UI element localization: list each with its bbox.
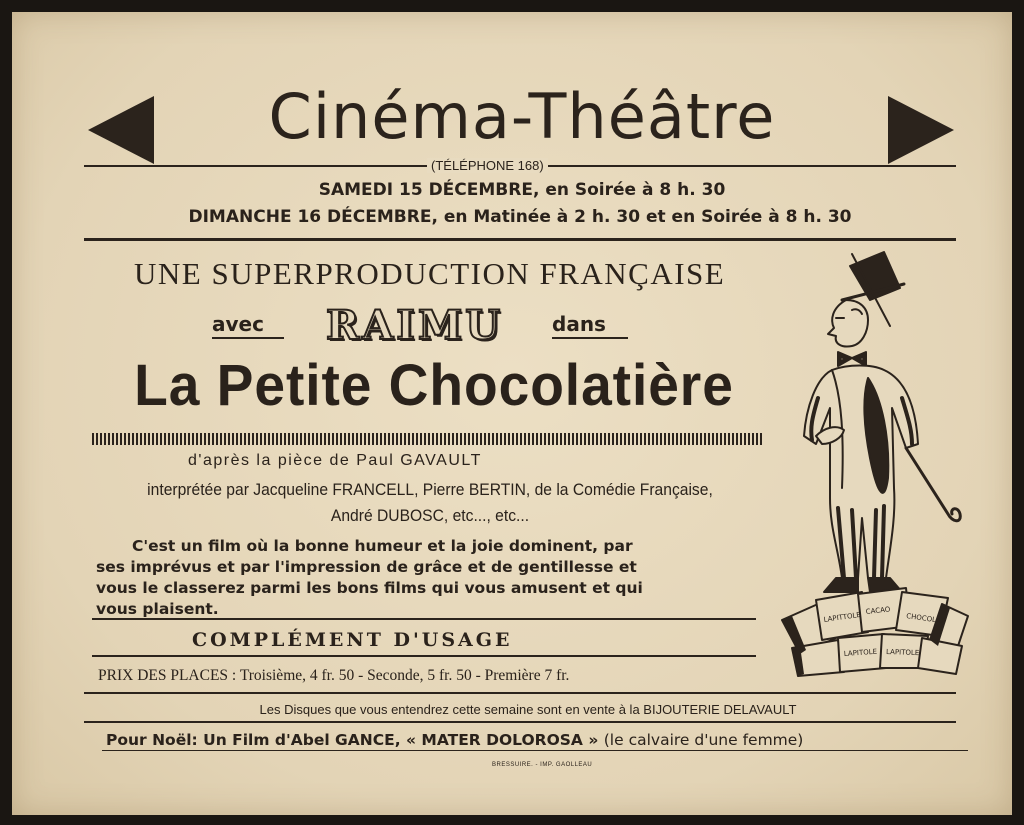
poster-title: Cinéma-Théâtre bbox=[268, 80, 776, 153]
box-label: CACAO bbox=[865, 605, 891, 616]
rule-complement-bottom bbox=[92, 655, 756, 657]
description-line: vous plaisent. bbox=[96, 600, 219, 618]
cast-line-1: interprétée par Jacqueline FRANCELL, Pierre BERTIN, de la Comédie Française, bbox=[147, 480, 713, 499]
rule-schedule bbox=[84, 238, 956, 241]
description-line: C'est un film où la bonne humeur et la joie dominent, par bbox=[132, 537, 633, 555]
christmas-notice-tail: (le calvaire d'une femme) bbox=[603, 731, 804, 749]
box-label: CHOCOLAT bbox=[905, 612, 946, 626]
poster bbox=[12, 12, 1012, 815]
christmas-notice bbox=[106, 731, 803, 749]
complement-heading: COMPLÉMENT D'USAGE bbox=[192, 629, 513, 651]
title-hatch-rule bbox=[92, 433, 764, 445]
rule-records bbox=[84, 721, 956, 723]
box-label: LAPITOLE bbox=[843, 647, 878, 658]
dans-underline bbox=[552, 337, 628, 339]
avec-label: avec bbox=[212, 312, 264, 336]
superproduction-heading: UNE SUPERPRODUCTION FRANÇAISE bbox=[134, 256, 726, 291]
seat-prices: PRIX DES PLACES : Troisième, 4 fr. 50 - Seconde, 5 fr. 50 - Première 7 fr. bbox=[98, 667, 570, 684]
raimu-illustration bbox=[772, 248, 972, 678]
cast-line-2: André DUBOSC, etc..., etc... bbox=[330, 506, 530, 525]
description bbox=[96, 536, 772, 620]
source-play: d'après la pièce de Paul GAVAULT bbox=[188, 452, 482, 469]
star-name: RAIMU bbox=[326, 302, 504, 349]
printer-credit: BRESSUIRE. - IMP. GAOLLEAU bbox=[492, 762, 593, 768]
box-label: LAPITTOLE bbox=[823, 610, 862, 624]
description-line: vous le classerez parmi les bons films qui vous amusent et qui bbox=[96, 579, 643, 597]
schedule-saturday: SAMEDI 15 DÉCEMBRE, en Soirée à 8 h. 30 bbox=[318, 180, 726, 200]
film-title: La Petite Chocolatière bbox=[134, 353, 734, 418]
rule-prices bbox=[84, 692, 956, 694]
records-notice: Les Disques que vous entendrez cette semaine sont en vente à la BIJOUTERIE DELAVAULT bbox=[259, 702, 797, 717]
dans-label: dans bbox=[552, 312, 606, 336]
rule-bottom bbox=[102, 750, 968, 751]
arrow-left-icon bbox=[88, 96, 154, 164]
rule-complement-top bbox=[92, 618, 756, 620]
description-line: ses imprévus et par l'impression de grâce et de gentillesse et bbox=[96, 558, 637, 576]
telephone: (TÉLÉPHONE 168) bbox=[427, 158, 548, 173]
box-label: LAPITOLE bbox=[885, 648, 920, 658]
christmas-notice-lead: Pour Noël: Un Film d'Abel GANCE, « MATER DOLOROSA » bbox=[106, 731, 599, 749]
avec-underline bbox=[212, 337, 284, 339]
schedule-sunday: DIMANCHE 16 DÉCEMBRE, en Matinée à 2 h. 30 et en Soirée à 8 h. 30 bbox=[188, 207, 852, 227]
arrow-right-icon bbox=[888, 96, 954, 164]
